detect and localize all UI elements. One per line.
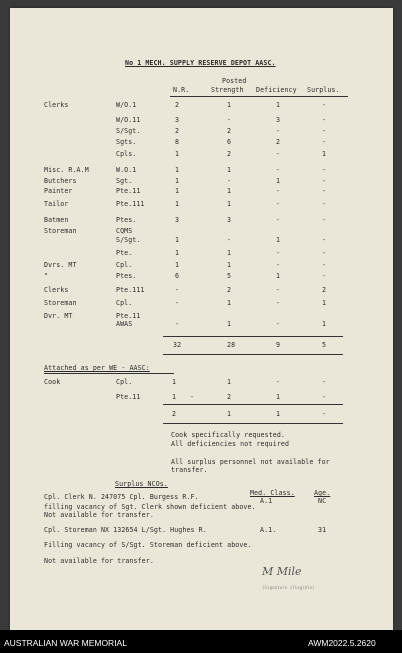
attached-total-deficiency: 1: [276, 410, 281, 418]
row-nr: 1: [175, 187, 180, 195]
row-rank: Cpl.: [116, 261, 133, 269]
totals-top-rule: [163, 336, 343, 337]
note-line: All deficiencies not required: [171, 440, 290, 448]
row-deficiency: 1: [276, 272, 281, 280]
row-rank: S/Sgt.: [116, 127, 141, 135]
row-nr: 1: [175, 177, 180, 185]
row-role: Tailor: [44, 200, 69, 208]
attached-underline: [44, 373, 174, 374]
row-posted: 5: [227, 272, 232, 280]
header-deficiency: Deficiency: [256, 86, 297, 94]
attached-role: Cook: [44, 378, 61, 386]
attached-surplus: -: [322, 393, 327, 401]
row-surplus: 1: [322, 299, 327, 307]
row-rank: AWAS: [116, 320, 133, 328]
row-rank: S/Sgt.: [116, 236, 141, 244]
row-posted: 1: [227, 187, 232, 195]
row-posted: 1: [227, 261, 232, 269]
row-rank: Pte.: [116, 249, 133, 257]
row-nr: 6: [175, 272, 180, 280]
row-deficiency: 2: [276, 138, 281, 146]
row-role: Storeman: [44, 299, 77, 307]
row-rank: Cpl.: [116, 299, 133, 307]
row-posted: 1: [227, 320, 232, 328]
row-surplus: -: [322, 166, 327, 174]
row-role: Butchers: [44, 177, 77, 185]
row-posted: -: [227, 236, 232, 244]
row-posted: 2: [227, 286, 232, 294]
row-nr: 1: [175, 166, 180, 174]
attached-mid: -: [190, 393, 195, 401]
header-surplus: Surplus.: [307, 86, 340, 94]
attached-heading: Attached as per WE - AASC:: [44, 364, 150, 372]
row-nr: 1: [175, 200, 180, 208]
row-posted: 6: [227, 138, 232, 146]
row-posted: 1: [227, 249, 232, 257]
attached-total-nr: 2: [172, 410, 177, 418]
footer-accession-number: AWM2022.5.2620: [308, 638, 376, 648]
row-nr: -: [175, 320, 180, 328]
row-rank: Pte.111: [116, 286, 145, 294]
surplus-age-header: Age.: [314, 489, 331, 497]
surplus-ncos-class: A.1: [260, 497, 273, 505]
row-nr: 3: [175, 116, 180, 124]
row-deficiency: -: [276, 249, 281, 257]
row-deficiency: -: [276, 320, 281, 328]
footer-institution: AUSTRALIAN WAR MEMORIAL: [4, 638, 127, 648]
surplus-ncos-detail: Filling vacancy of S/Sgt. Storeman deficient above.: [44, 541, 252, 549]
row-nr: 1: [175, 150, 180, 158]
row-nr: 2: [175, 127, 180, 135]
row-surplus: -: [322, 272, 327, 280]
header-nr: N.R.: [173, 86, 190, 94]
row-deficiency: 1: [276, 177, 281, 185]
row-rank: Cpls.: [116, 150, 137, 158]
row-role: Painter: [44, 187, 73, 195]
note-line: Cook specifically requested.: [171, 431, 285, 439]
row-role: Clerks: [44, 101, 69, 109]
row-surplus: 1: [322, 150, 327, 158]
attached-nr: 1: [172, 378, 177, 386]
attached-total-surplus: -: [322, 410, 327, 418]
row-surplus: -: [322, 127, 327, 135]
row-rank: W/O.11: [116, 116, 141, 124]
row-surplus: -: [322, 101, 327, 109]
row-deficiency: -: [276, 286, 281, 294]
surplus-ncos-detail: filling vacancy of Sgt. Clerk shown deficient above.: [44, 503, 256, 511]
surplus-ncos-class: A.1.: [260, 526, 277, 534]
row-deficiency: -: [276, 166, 281, 174]
row-rank: Ptes.: [116, 216, 137, 224]
totals-bottom-rule: [163, 354, 343, 355]
row-rank: Ptes.: [116, 272, 137, 280]
attached-rank: Pte.11: [116, 393, 141, 401]
attached-posted: 2: [227, 393, 232, 401]
row-nr: -: [175, 299, 180, 307]
row-posted: 2: [227, 150, 232, 158]
surplus-med-class-header: Med. Class.: [250, 489, 295, 497]
row-surplus: -: [322, 261, 327, 269]
signature-caption: (Signature illegible): [262, 585, 315, 590]
row-rank: CQMS: [116, 227, 133, 235]
surplus-ncos-age: NC: [318, 497, 327, 505]
row-nr: 1: [175, 261, 180, 269]
row-role: Clerks: [44, 286, 69, 294]
row-role: Dvr. MT: [44, 312, 73, 320]
total-nr: 32: [173, 341, 182, 349]
row-rank: Pte.111: [116, 200, 145, 208]
row-rank: W/O.1: [116, 101, 137, 109]
footer-bar: [0, 630, 402, 653]
row-rank: Sgt.: [116, 177, 133, 185]
row-rank: Sgts.: [116, 138, 137, 146]
row-posted: 1: [227, 299, 232, 307]
note-line: transfer.: [171, 466, 208, 474]
row-deficiency: -: [276, 127, 281, 135]
note-line: All surplus personnel not available for: [171, 458, 330, 466]
row-nr: 1: [175, 236, 180, 244]
row-surplus: -: [322, 236, 327, 244]
row-nr: -: [175, 286, 180, 294]
row-surplus: -: [322, 138, 327, 146]
total-posted: 28: [227, 341, 236, 349]
row-posted: 1: [227, 200, 232, 208]
header-posted: Posted: [222, 77, 247, 85]
row-surplus: -: [322, 116, 327, 124]
document-title: No 1 MECH. SUPPLY RESERVE DEPOT AASC.: [125, 59, 276, 67]
row-deficiency: -: [276, 187, 281, 195]
row-role: Batmen: [44, 216, 69, 224]
header-underline: [170, 96, 348, 97]
signature: M Mile: [262, 565, 302, 578]
row-surplus: -: [322, 200, 327, 208]
attached-deficiency: -: [276, 378, 281, 386]
row-deficiency: -: [276, 299, 281, 307]
row-role: Storeman: [44, 227, 77, 235]
surplus-ncos-detail: Not available for transfer.: [44, 511, 154, 519]
row-surplus: -: [322, 177, 327, 185]
surplus-ncos-line: Cpl. Storeman NX 132654 L/Sgt. Hughes R.: [44, 526, 207, 534]
row-rank: Pte.11: [116, 187, 141, 195]
surplus-ncos-line: Cpl. Clerk N. 247075 Cpl. Burgess R.F.: [44, 493, 199, 501]
row-role: Misc. R.A.M: [44, 166, 89, 174]
row-surplus: -: [322, 249, 327, 257]
row-role: ": [44, 272, 49, 280]
total-surplus: 5: [322, 341, 327, 349]
row-posted: -: [227, 177, 232, 185]
row-posted: 1: [227, 166, 232, 174]
row-posted: 2: [227, 127, 232, 135]
row-deficiency: -: [276, 150, 281, 158]
row-surplus: 1: [322, 320, 327, 328]
surplus-ncos-detail: Not available for transfer.: [44, 557, 154, 565]
row-deficiency: -: [276, 261, 281, 269]
header-strength: Strength: [211, 86, 244, 94]
surplus-ncos-age: 31: [318, 526, 327, 534]
attached-deficiency: 1: [276, 393, 281, 401]
attached-surplus: -: [322, 378, 327, 386]
row-nr: 3: [175, 216, 180, 224]
row-surplus: 2: [322, 286, 327, 294]
row-deficiency: 3: [276, 116, 281, 124]
row-deficiency: -: [276, 200, 281, 208]
total-deficiency: 9: [276, 341, 281, 349]
attached-rank: Cpl.: [116, 378, 133, 386]
row-nr: 1: [175, 249, 180, 257]
row-surplus: -: [322, 216, 327, 224]
attached-posted: 1: [227, 378, 232, 386]
attached-totals-top-rule: [163, 404, 343, 405]
row-deficiency: 1: [276, 236, 281, 244]
row-rank: W.O.1: [116, 166, 137, 174]
row-nr: 2: [175, 101, 180, 109]
row-posted: 1: [227, 101, 232, 109]
row-rank: Pte.11: [116, 312, 141, 320]
row-role: Dvrs. MT: [44, 261, 77, 269]
row-nr: 8: [175, 138, 180, 146]
row-posted: 3: [227, 216, 232, 224]
attached-total-posted: 1: [227, 410, 232, 418]
surplus-heading: Surplus NCOs.: [115, 480, 168, 488]
row-deficiency: 1: [276, 101, 281, 109]
row-posted: -: [227, 116, 232, 124]
attached-nr: 1: [172, 393, 177, 401]
row-deficiency: -: [276, 216, 281, 224]
attached-totals-bottom-rule: [163, 423, 343, 424]
row-surplus: -: [322, 187, 327, 195]
